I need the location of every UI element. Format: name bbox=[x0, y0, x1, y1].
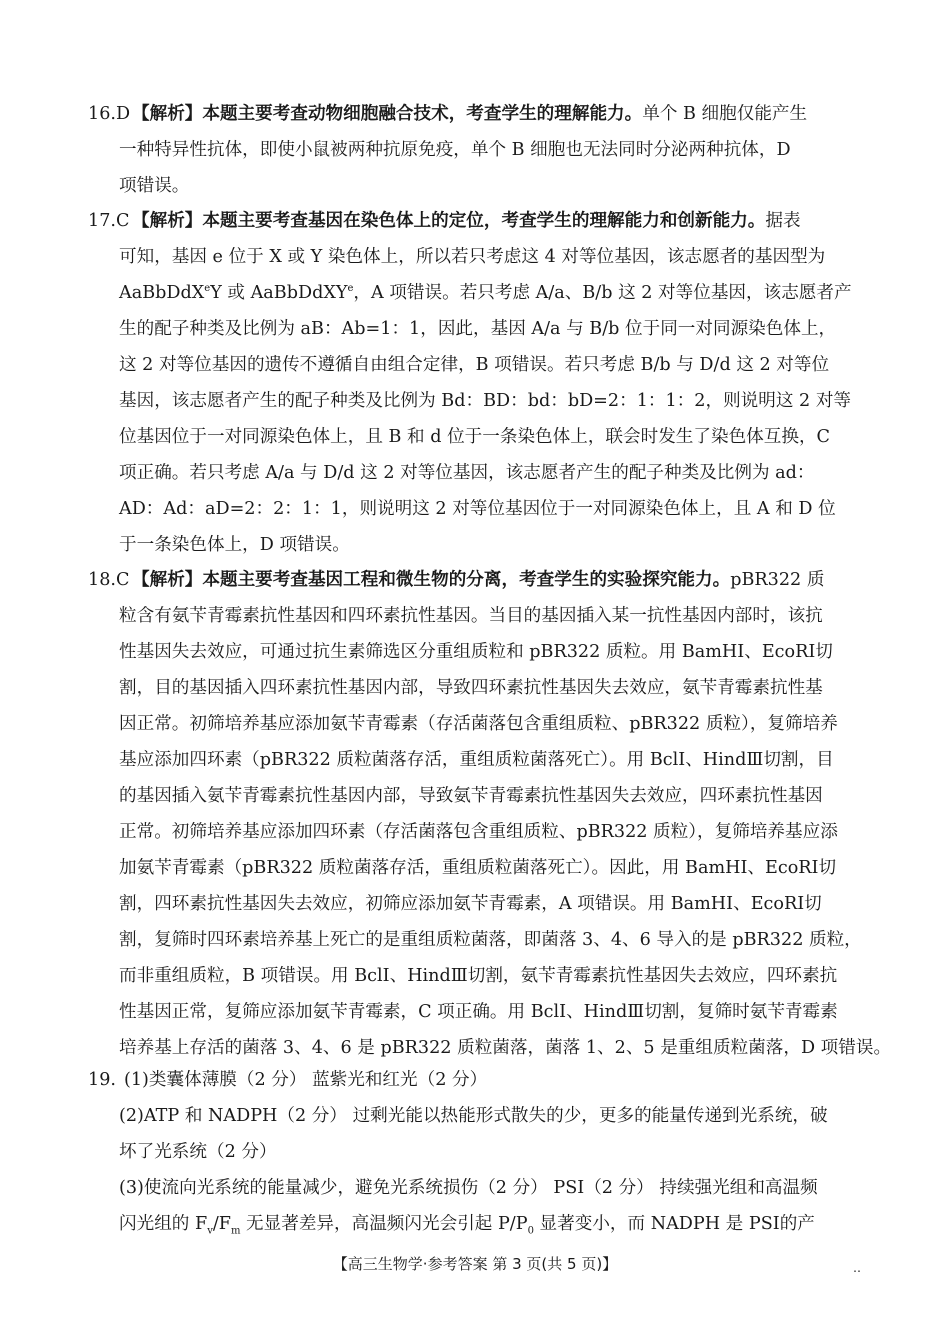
answer-number: 16.D bbox=[88, 104, 131, 124]
answer-17-line-2: 可知，基因 e 位于 X 或 Y 染色体上，所以若只考虑这 4 对等位基因，该志愿者的基因型为 bbox=[119, 247, 826, 267]
genotype-text: Y 或 AaBbDdXY bbox=[210, 283, 348, 303]
page-footer: 【高三生物学·参考答案 第 3 页(共 5 页)】 bbox=[332, 1255, 618, 1273]
answer-text: 闪光组的 F bbox=[119, 1214, 208, 1234]
answer-17-line-10: 于一条染色体上，D 项错误。 bbox=[119, 535, 350, 555]
answer-19-line-3: 坏了光系统（2 分） bbox=[119, 1142, 277, 1162]
answer-17-line-8: 项正确。若只考虑 A/a 与 D/d 这 2 对等位基因，该志愿者产生的配子种类及比例为 ad： bbox=[119, 463, 815, 483]
answer-18-line-5: 因正常。初筛培养基应添加氨苄青霉素（存活菌落包含重组质粒、pBR322 质粒），复筛培养 bbox=[119, 714, 838, 734]
answer-18-line-4: 割，目的基因插入四环素抗性基因内部，导致四环素抗性基因失去效应，氨苄青霉素抗性基 bbox=[119, 678, 823, 698]
answer-17-line-3 bbox=[88, 275, 868, 311]
answer-18-line-13: 性基因正常，复筛应添加氨苄青霉素，C 项正确。用 BclⅠ、HindⅢ切割，复筛时氨苄青霉素 bbox=[119, 1002, 838, 1022]
answer-19 bbox=[88, 1062, 868, 1242]
answer-16-line-3: 项错误。 bbox=[119, 176, 190, 196]
analysis-heading: 【解析】本题主要考查基因工程和微生物的分离，考查学生的实验探究能力。 bbox=[132, 570, 731, 590]
answer-18-line-8: 正常。初筛培养基应添加四环素（存活菌落包含重组质粒、pBR322 质粒），复筛培养基应添 bbox=[119, 822, 838, 842]
answer-19-line-5 bbox=[88, 1206, 868, 1242]
answer-18-line-2: 粒含有氨苄青霉素抗性基因和四环素抗性基因。当目的基因插入某一抗性基因内部时，该抗 bbox=[119, 606, 823, 626]
analysis-heading: 【解析】本题主要考查动物细胞融合技术，考查学生的理解能力。 bbox=[132, 104, 643, 124]
answer-text: 无显著差异，高温频闪光会引起 P/P bbox=[240, 1214, 528, 1234]
answer-16-line-2: 一种特异性抗体，即使小鼠被两种抗原免疫，单个 B 细胞也无法同时分泌两种抗体，D bbox=[119, 140, 791, 160]
answer-17-line-1 bbox=[88, 203, 868, 239]
subscript: 0 bbox=[527, 1225, 534, 1237]
answer-18-line-10: 割，四环素抗性基因失去效应，初筛应添加氨苄青霉素，A 项错误。用 BamHⅠ、EcoRⅠ切 bbox=[119, 894, 822, 914]
subscript: m bbox=[230, 1225, 241, 1237]
analysis-heading: 【解析】本题主要考查基因在染色体上的定位，考查学生的理解能力和创新能力。 bbox=[132, 211, 766, 231]
answer-18-line-6: 基应添加四环素（pBR322 质粒菌落存活，重组质粒菌落死亡）。用 BclⅠ、HindⅢ切割，目 bbox=[119, 750, 834, 770]
answer-text: 据表 bbox=[765, 211, 801, 231]
superscript: e bbox=[204, 283, 211, 295]
answer-19-line-2: (2)ATP 和 NADPH（2 分） 过剩光能以热能形式散失的少，更多的能量传递到光系统，破 bbox=[119, 1106, 828, 1126]
answer-18-line-1 bbox=[88, 562, 868, 598]
answer-17 bbox=[88, 203, 868, 563]
superscript: e bbox=[347, 283, 354, 295]
answer-18-line-3: 性基因失去效应，可通过抗生素筛选区分重组质粒和 pBR322 质粒。用 BamHⅠ、EcoRⅠ切 bbox=[119, 642, 833, 662]
answer-number: 17.C bbox=[88, 211, 130, 231]
answer-text: pBR322 质 bbox=[730, 570, 825, 590]
answer-18-line-14: 培养基上存活的菌落 3、4、6 是 pBR322 质粒菌落，菌落 1、2、5 是重组质粒菌落，D 项错误。 bbox=[119, 1038, 892, 1058]
answer-17-line-9: AD：Ad：aD=2：2：1：1，则说明这 2 对等位基因位于一对同源染色体上，且 A 和 D 位 bbox=[119, 499, 836, 519]
corner-mark: ‥ bbox=[853, 1261, 862, 1275]
answer-16 bbox=[88, 96, 868, 204]
answer-text: 显著变小，而 NADPH 是 PSⅠ的产 bbox=[533, 1214, 815, 1234]
answer-text: 单个 B 细胞仅能产生 bbox=[642, 104, 808, 124]
answer-18 bbox=[88, 562, 892, 1066]
answer-18-line-11: 割，复筛时四环素培养基上死亡的是重组质粒菌落，即菌落 3、4、6 导入的是 pBR322 质粒， bbox=[119, 930, 862, 950]
subscript: v bbox=[207, 1225, 213, 1237]
answer-17-line-6: 基因，该志愿者产生的配子种类及比例为 Bd：BD：bd：bD=2：1：1：2，则说明这 2 对等 bbox=[119, 391, 852, 411]
answer-number: 18.C bbox=[88, 570, 130, 590]
answer-19-line-1 bbox=[88, 1062, 868, 1098]
answer-17-line-5: 这 2 对等位基因的遗传不遵循自由组合定律，B 项错误。若只考虑 B/b 与 D/d 这 2 对等位 bbox=[119, 355, 830, 375]
genotype-text: AaBbDdX bbox=[119, 283, 205, 303]
answer-text: ，A 项错误。若只考虑 A/a、B/b 这 2 对等位基因，该志愿者产 bbox=[353, 283, 852, 303]
answer-18-line-12: 而非重组质粒，B 项错误。用 BclⅠ、HindⅢ切割，氨苄青霉素抗性基因失去效应，四环素抗 bbox=[119, 966, 838, 986]
answer-17-line-7: 位基因位于一对同源染色体上，且 B 和 d 位于一条染色体上，联会时发生了染色体互换，C bbox=[119, 427, 830, 447]
answer-18-line-7: 的基因插入氨苄青霉素抗性基因内部，导致氨苄青霉素抗性基因失去效应，四环素抗性基因 bbox=[119, 786, 823, 806]
answer-18-line-9: 加氨苄青霉素（pBR322 质粒菌落存活，重组质粒菌落死亡）。因此，用 BamHⅠ、EcoRⅠ切 bbox=[119, 858, 837, 878]
answer-19-line-4: (3)使流向光系统的能量减少，避免光系统损伤（2 分） PSⅠ（2 分） 持续强光组和高温频 bbox=[119, 1178, 818, 1198]
answer-number: 19. bbox=[88, 1070, 116, 1090]
answer-17-line-4: 生的配子种类及比例为 aB：Ab=1：1，因此，基因 A/a 与 B/b 位于同一对同源染色体上， bbox=[119, 319, 837, 339]
answer-text: /F bbox=[212, 1214, 231, 1234]
answer-16-line-1 bbox=[88, 96, 868, 132]
answer-text: (1)类囊体薄膜（2 分） 蓝紫光和红光（2 分） bbox=[124, 1070, 488, 1090]
